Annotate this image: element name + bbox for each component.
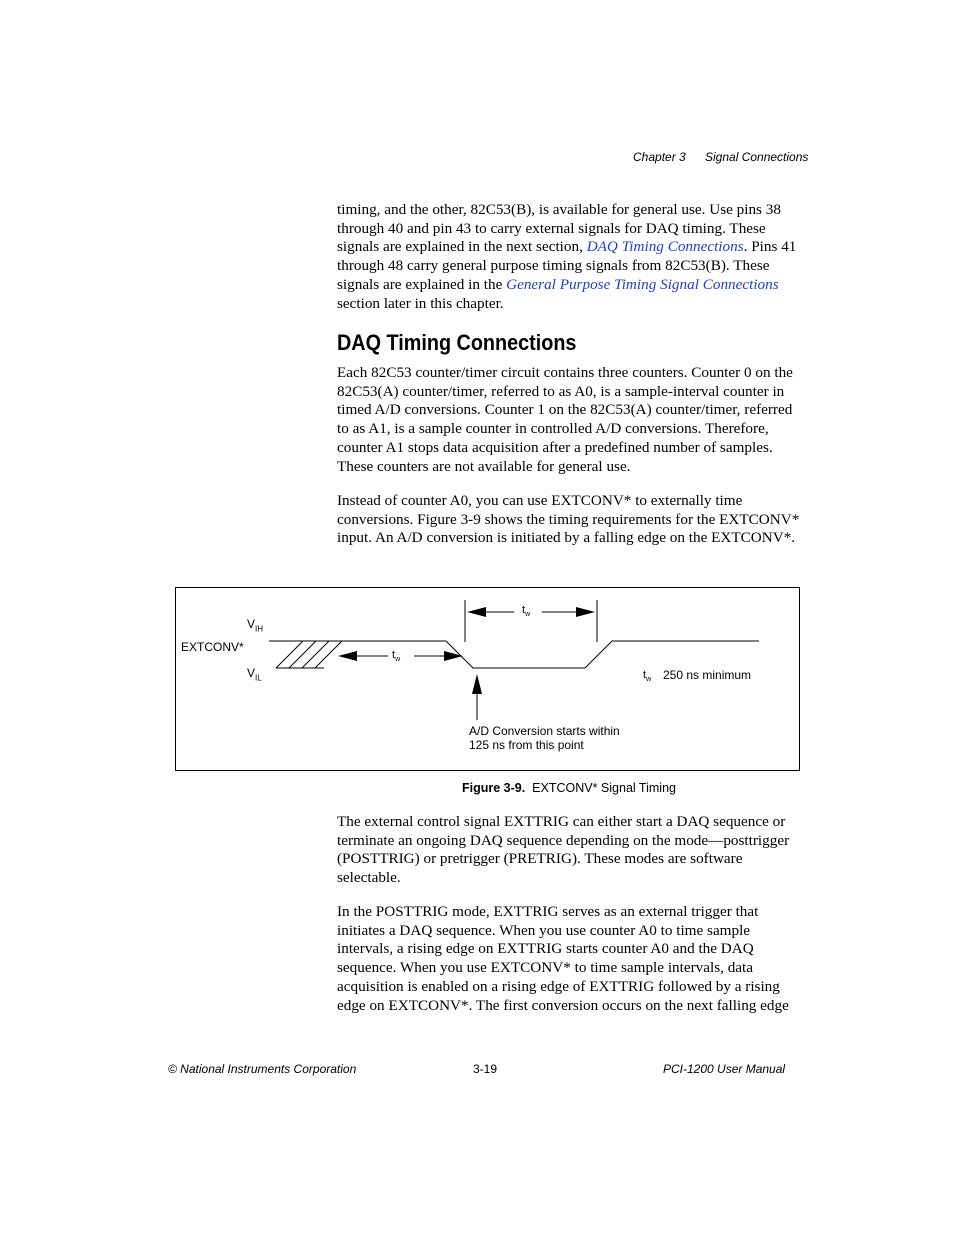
timing-figure — [175, 587, 800, 771]
conversion-arrowhead — [472, 674, 482, 694]
paragraph-counters: Each 82C53 counter/timer circuit contains three counters. Counter 0 on the 82C53(A) counter/timer, referred to as A0, is a sample-interval counter in timed A/D conversions. Counter 1 on the 82C53(A) counter/timer, referred to as A1, is a sample counter in controlled A/D conversions. Therefore, counter A1 stops data acquisition after a predefined number of samples. These counters are not available for general use. — [337, 364, 793, 475]
hatch-line — [315, 641, 342, 668]
intro-paragraph — [337, 201, 802, 313]
intro-text-2: . Pins 41 through 48 carry general purpose timing signals from 82C53(B). These signals are explained in the — [337, 238, 797, 293]
tw-top-left-arrowhead — [467, 607, 486, 617]
daq-timing-link[interactable]: DAQ Timing Connections — [586, 238, 744, 256]
vil-label: $V_{IL}$ — [247, 666, 262, 683]
extconv-waveform — [269, 641, 759, 668]
hatch-line — [276, 641, 303, 668]
vih-label: $V_{IH}$ — [247, 617, 264, 634]
conversion-note-line1: A/D Conversion starts within — [469, 724, 620, 738]
footer-copyright: © National Instruments Corporation — [168, 1062, 357, 1076]
paragraph-exttrig: The external control signal EXTTRIG can either start a DAQ sequence or terminate an ongoing DAQ sequence depending on the mode—posttrigger (POSTTRIG) or pretrigger (PRETRIG). These modes are software selectable. — [337, 813, 790, 887]
vil-sub: IL — [255, 673, 262, 683]
intro-text-1: timing, and the other, 82C53(B), is available for general use. Use pins 38 through 40 and pin 43 to carry external signals for DAQ timing. These signals are explained in the next section, — [337, 201, 781, 256]
section-heading: DAQ Timing Connections — [337, 330, 577, 355]
tw-minimum-note: 250 ns minimum — [663, 668, 752, 682]
footer-manual-title: PCI-1200 User Manual — [663, 1062, 786, 1076]
header-chapter: Chapter 3 — [633, 150, 686, 164]
extconv-signal-label: EXTCONV* — [181, 640, 244, 654]
general-purpose-timing-link[interactable]: General Purpose Timing Signal Connections — [506, 275, 779, 293]
vih-sub: IH — [255, 624, 264, 634]
figure-caption-number: Figure 3-9. — [462, 781, 526, 795]
paragraph-posttrig: In the POSTTRIG mode, EXTTRIG serves as an external trigger that initiates a DAQ sequence. When you use counter A0 to time sample intervals, a rising edge on EXTTRIG starts counter A0 and the DAQ sequence. When you use EXTCONV* to time sample intervals, data acquisition is enabled on a rising edge of EXTTRIG followed by a rising edge on EXTCONV*. The first conversion occurs on the next falling edge — [337, 903, 789, 1014]
hatch-line — [289, 641, 316, 668]
conversion-note-line2: 125 ns from this point — [469, 738, 584, 752]
tw-mid-left-arrowhead — [338, 651, 357, 661]
paragraph-extconv: Instead of counter A0, you can use EXTCONV* to externally time conversions. Figure 3-9 shows the timing requirements for the EXTCONV* input. An A/D conversion is initiated by a falling edge on the EXTCONV*. — [337, 492, 800, 547]
tw-mid-right-arrowhead — [444, 651, 463, 661]
tw-top-right-arrowhead — [576, 607, 595, 617]
figure-caption-text: EXTCONV* Signal Timing — [532, 781, 676, 795]
tw-mid-label: $t_w$ — [392, 649, 401, 664]
footer-page-number: 3-19 — [473, 1062, 498, 1076]
intro-text-3: section later in this chapter. — [337, 294, 504, 312]
tw-note-label: $t_w$ — [643, 669, 652, 684]
figure-caption — [462, 781, 676, 795]
hatch-line — [302, 641, 329, 668]
header-section: Signal Connections — [705, 150, 809, 164]
tw-top-label: $t_w$ — [522, 604, 531, 619]
